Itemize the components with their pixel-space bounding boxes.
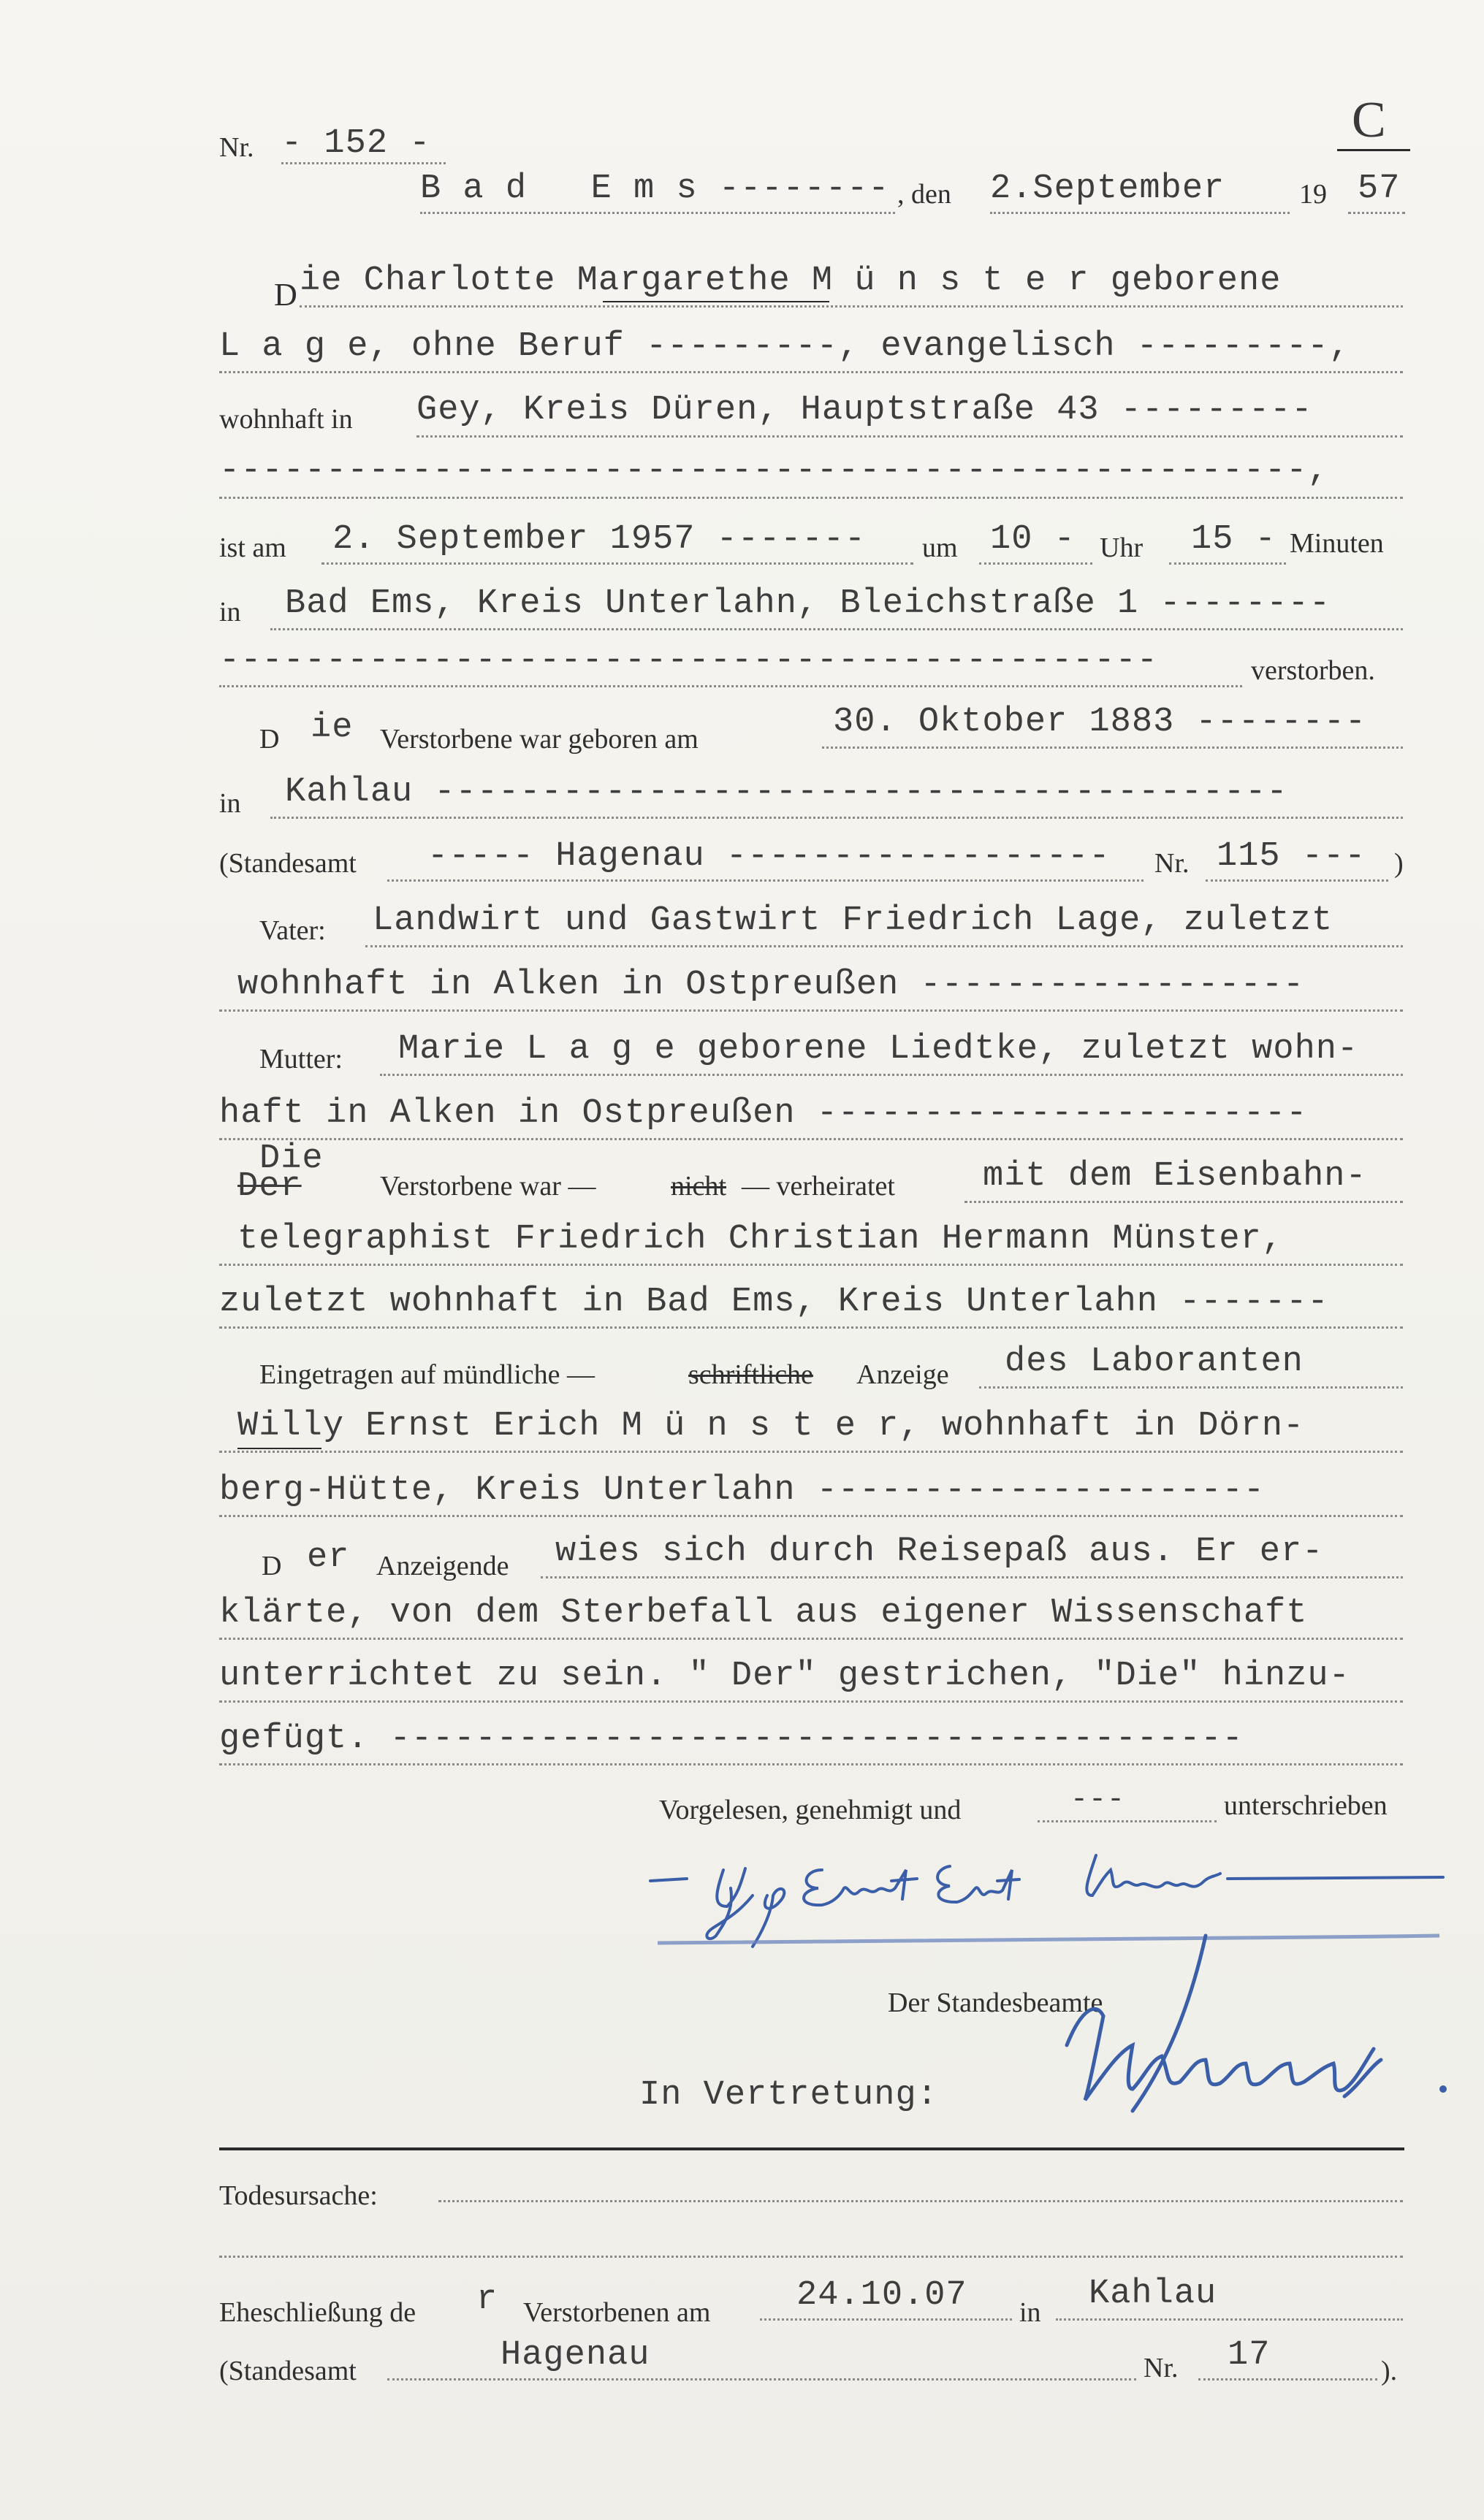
name-underline bbox=[237, 1448, 321, 1449]
birth-in-label: in bbox=[219, 788, 241, 819]
dotted-line bbox=[219, 497, 1403, 499]
year-prefix: 19 bbox=[1299, 179, 1327, 210]
uhr-label: Uhr bbox=[1100, 532, 1144, 563]
dotted-line bbox=[1348, 212, 1405, 214]
informant-name: Willy Ernst Erich M ü n s t e r, wohnhaft in Dörn- bbox=[237, 1407, 1305, 1446]
dotted-line bbox=[541, 1576, 1403, 1578]
dotted-line bbox=[270, 817, 1403, 819]
marriage-registry-number: 17 bbox=[1228, 2336, 1271, 2375]
dotted-line bbox=[380, 1074, 1403, 1076]
marriage-date: 24.10.07 bbox=[796, 2276, 967, 2315]
standesamt-label: (Standesamt bbox=[219, 848, 357, 879]
death-date: 2. September 1957 ------- bbox=[332, 520, 867, 559]
section-divider bbox=[219, 2147, 1404, 2150]
anzeige-label: Anzeige bbox=[856, 1359, 949, 1390]
dotted-line bbox=[219, 371, 1403, 373]
nicht-struck: nicht bbox=[671, 1171, 726, 1202]
nr-label: Nr. bbox=[219, 132, 254, 163]
birth-date: 30. Oktober 1883 -------- bbox=[833, 703, 1367, 741]
letter-underline bbox=[1337, 149, 1410, 151]
minuten-label: Minuten bbox=[1290, 528, 1384, 559]
death-hour: 10 - bbox=[990, 520, 1076, 559]
vorgelesen-label: Vorgelesen, genehmigt und bbox=[659, 1795, 962, 1825]
mutter-label: Mutter: bbox=[259, 1044, 343, 1074]
form-letter: C bbox=[1352, 92, 1386, 148]
marriage-in-label: in bbox=[1019, 2297, 1041, 2328]
year-suffix: 57 bbox=[1358, 169, 1401, 208]
dotted-line bbox=[438, 2200, 1403, 2202]
d-prefix: D bbox=[259, 724, 280, 755]
standesbeamte-label: Der Standesbeamte bbox=[888, 1988, 1103, 2018]
dotted-line bbox=[1038, 1820, 1217, 1822]
dotted-line bbox=[1056, 2318, 1403, 2321]
birth-registry-number: 115 --- bbox=[1217, 837, 1366, 876]
dotted-line bbox=[219, 1138, 1403, 1140]
death-minutes: 15 - bbox=[1191, 520, 1276, 559]
dotted-line bbox=[822, 747, 1403, 749]
informant-residence: berg-Hütte, Kreis Unterlahn --------------------- bbox=[219, 1471, 1266, 1510]
identification: wies sich durch Reisepaß aus. Er er- bbox=[555, 1532, 1324, 1571]
name-underline bbox=[603, 301, 829, 302]
marriage-place: Kahlau bbox=[1089, 2275, 1217, 2313]
dotted-line bbox=[281, 162, 446, 164]
dotted-line bbox=[219, 1515, 1403, 1517]
vorgelesen-filler: --- bbox=[1070, 1784, 1126, 1817]
standesamt-label: (Standesamt bbox=[219, 2356, 357, 2386]
dash-filler: -------------------------------------------- bbox=[219, 641, 1159, 680]
married-label: Verstorbene war — bbox=[380, 1171, 596, 1202]
ist-am-label: ist am bbox=[219, 532, 286, 563]
informant-role: des Laboranten bbox=[1005, 1343, 1304, 1381]
ie-suffix: ie bbox=[311, 709, 354, 747]
mother: Marie L a g e geborene Liedtke, zuletzt wohn- bbox=[398, 1030, 1359, 1069]
dotted-line bbox=[219, 1700, 1403, 1703]
dotted-line bbox=[1206, 879, 1388, 882]
schriftliche-struck: schriftliche bbox=[688, 1359, 813, 1390]
spouse-occupation: telegraphist Friedrich Christian Hermann Münster, bbox=[237, 1220, 1284, 1259]
der-struck: Der bbox=[237, 1167, 302, 1206]
nr-label: Nr. bbox=[1144, 2353, 1179, 2383]
in-vertretung-stamp: In Vertretung: bbox=[639, 2076, 938, 2115]
residence: Gey, Kreis Düren, Hauptstraße 43 --------- bbox=[416, 391, 1313, 429]
dotted-line bbox=[219, 1763, 1403, 1765]
birth-registry: ----- Hagenau ------------------ bbox=[427, 837, 1111, 876]
birth-place: Kahlau ---------------------------------------- bbox=[285, 773, 1288, 812]
um-label: um bbox=[922, 532, 958, 563]
dotted-line bbox=[760, 2318, 1012, 2321]
deceased-name: ie Charlotte Margarethe M ü n s t e r geborene bbox=[300, 261, 1282, 300]
close-paren: ) bbox=[1394, 848, 1404, 879]
knowledge-statement: klärte, von dem Sterbefall aus eigener Wissenschaft bbox=[219, 1594, 1308, 1633]
den-label: , den bbox=[897, 179, 951, 210]
correction-note: unterrichtet zu sein. " Der" gestrichen, "Die" hinzu- bbox=[219, 1657, 1350, 1695]
verheiratet-label: — verheiratet bbox=[742, 1171, 895, 1202]
dotted-line bbox=[219, 1451, 1403, 1453]
father-residence: wohnhaft in Alken in Ostpreußen ------------------ bbox=[237, 966, 1305, 1004]
in-label: in bbox=[219, 597, 241, 627]
dash-filler: ---------------------------------------------------, bbox=[219, 451, 1329, 490]
dotted-line bbox=[387, 879, 1144, 882]
marriage-registry: Hagenau bbox=[501, 2336, 650, 2375]
dotted-line bbox=[270, 628, 1403, 630]
dotted-line bbox=[365, 945, 1403, 947]
spouse-residence: zuletzt wohnhaft in Bad Ems, Kreis Unterlahn ------- bbox=[219, 1283, 1329, 1321]
dotted-line bbox=[420, 212, 895, 214]
dotted-line bbox=[300, 305, 1403, 308]
dotted-line bbox=[321, 562, 913, 565]
dotted-line bbox=[219, 1326, 1403, 1329]
dotted-line bbox=[219, 2256, 1403, 2258]
nr-label: Nr. bbox=[1154, 848, 1190, 879]
dotted-line bbox=[219, 1638, 1403, 1640]
dotted-line bbox=[979, 1386, 1403, 1389]
todesursache-label: Todesursache: bbox=[219, 2180, 378, 2211]
dotted-line bbox=[990, 212, 1290, 214]
dotted-line bbox=[1169, 562, 1286, 565]
vater-label: Vater: bbox=[259, 915, 326, 946]
dotted-line bbox=[219, 1264, 1403, 1266]
record-date: 2.September bbox=[990, 169, 1225, 208]
registrar-signature bbox=[1023, 1914, 1461, 2133]
er-suffix: er bbox=[307, 1538, 350, 1577]
eheschliessung-label: Eheschließung de bbox=[219, 2297, 416, 2328]
eingetragen-label: Eingetragen auf mündliche — bbox=[259, 1359, 595, 1390]
spouse: mit dem Eisenbahn- bbox=[983, 1157, 1367, 1196]
verstorbenen-am-label: Verstorbenen am bbox=[523, 2297, 711, 2328]
dotted-line bbox=[1198, 2378, 1377, 2380]
mother-residence: haft in Alken in Ostpreußen ----------------------- bbox=[219, 1094, 1308, 1133]
correction-note-end: gefügt. ---------------------------------------- bbox=[219, 1719, 1244, 1758]
register-number: - 152 - bbox=[281, 124, 431, 163]
unterschrieben-label: unterschrieben bbox=[1224, 1790, 1388, 1821]
born-label: Verstorbene war geboren am bbox=[380, 724, 699, 755]
d-prefix: D bbox=[262, 1551, 282, 1581]
wohnhaft-label: wohnhaft in bbox=[219, 404, 353, 435]
close-paren: ). bbox=[1381, 2356, 1398, 2386]
maiden-name-occupation-religion: L a g e, ohne Beruf ---------, evangelisch ---------, bbox=[219, 327, 1350, 366]
verstorben-label: verstorben. bbox=[1251, 655, 1375, 686]
death-place: Bad Ems, Kreis Unterlahn, Bleichstraße 1 -------- bbox=[285, 584, 1331, 623]
die-correction: Die bbox=[259, 1139, 324, 1178]
dotted-line bbox=[387, 2378, 1136, 2380]
dotted-line bbox=[219, 1009, 1403, 1012]
dotted-line bbox=[416, 435, 1403, 438]
father: Landwirt und Gastwirt Friedrich Lage, zuletzt bbox=[373, 901, 1333, 940]
place-of-record: B a d E m s -------- bbox=[420, 169, 890, 208]
dotted-line bbox=[964, 1201, 1403, 1203]
d-prefix: D bbox=[274, 277, 297, 313]
r-suffix: r bbox=[476, 2280, 498, 2319]
dotted-line bbox=[219, 685, 1242, 687]
anzeigende-label: Anzeigende bbox=[376, 1551, 509, 1581]
dotted-line bbox=[979, 562, 1092, 565]
